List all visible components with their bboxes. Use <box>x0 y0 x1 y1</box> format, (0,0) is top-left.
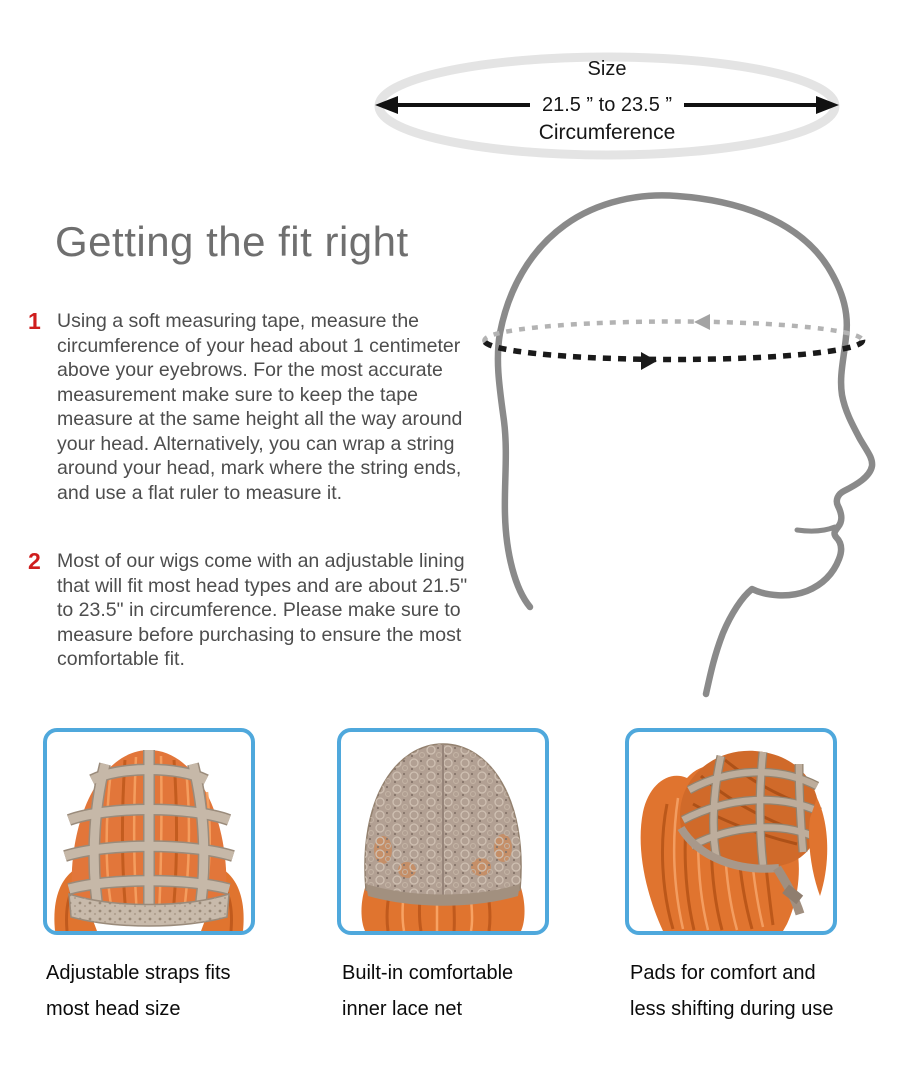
wig-cap-back-straps-image <box>47 732 251 931</box>
caption-straps-line-1: Adjustable straps fits <box>46 962 231 984</box>
caption-lace-line-2: inner lace net <box>342 998 463 1020</box>
head-profile-figure <box>455 185 905 705</box>
measuring-tape-front-arc <box>485 339 863 360</box>
head-profile-outline <box>498 195 872 694</box>
mouth-line <box>797 527 835 531</box>
circumference-label: Circumference <box>538 121 676 144</box>
step-2-text: Most of our wigs come with an adjustable lining that will fit most head types and are about 21.5" to 23.5" in circumference. Please make sure to measure before purchasing to ensure the most comfortable fit. <box>57 550 468 670</box>
step-1 <box>28 309 474 505</box>
size-ring-figure <box>367 45 847 170</box>
caption-lace-line-1: Built-in comfortable <box>342 962 514 984</box>
size-label: Size <box>587 58 627 80</box>
caption-pads-line-1: Pads for comfort and <box>630 962 816 984</box>
wig-cap-side-pads-image <box>629 732 833 931</box>
caption-pads-line-2: less shifting during use <box>630 998 834 1020</box>
step-2 <box>28 549 474 672</box>
page-title: Getting the fit right <box>55 218 409 265</box>
tape-arrowhead-right-icon <box>641 352 657 370</box>
step-2-number: 2 <box>28 548 41 574</box>
measuring-tape-back-arc <box>484 321 862 342</box>
wig-cap-inner-lace-net-image <box>341 732 545 931</box>
step-1-text: Using a soft measuring tape, measure the circumference of your head about 1 centimeter above your eyebrows. For the most accurate measurement make sure to keep the tape measure at the same height all the way around your head. Alternatively, you can wrap a string around your head, mark where the string ends, and use a flat ruler to measure it. <box>57 310 463 504</box>
feature-caption-straps <box>46 955 336 1027</box>
feature-card-straps <box>43 728 255 935</box>
head-profile-illustration <box>455 185 905 705</box>
step-1-number: 1 <box>28 308 41 334</box>
caption-straps-line-2: most head size <box>46 998 181 1020</box>
feature-card-lace-net <box>337 728 549 935</box>
feature-card-pads <box>625 728 837 935</box>
circumference-range-wrap <box>367 92 847 119</box>
feature-caption-pads <box>630 955 905 1027</box>
circumference-range-label: 21.5 ” to 23.5 ” <box>530 92 684 119</box>
tape-arrowhead-left-icon <box>694 314 710 330</box>
feature-caption-lace-net <box>342 955 632 1027</box>
